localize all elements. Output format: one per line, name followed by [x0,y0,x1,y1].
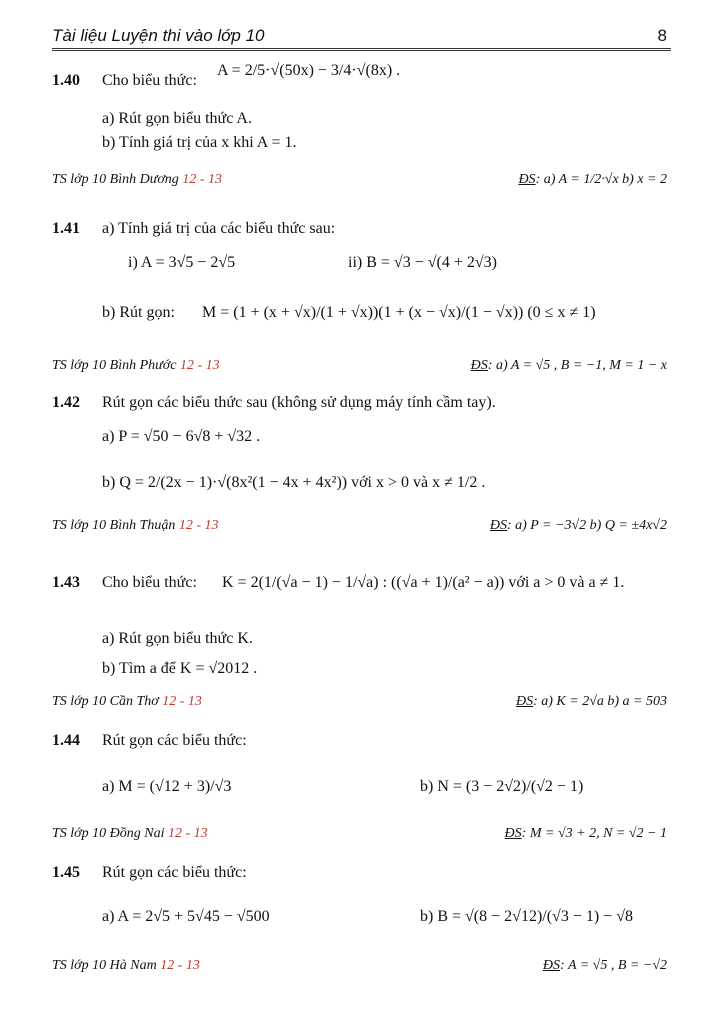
answer-line: ĐS: a) A = √5 , B = −1, M = 1 − x [470,358,667,373]
sub-ii: ii) B = √3 − √(4 + 2√3) [348,254,497,271]
problem-number: 1.44 [52,732,80,749]
source-line: TS lớp 10 Bình Thuận 12 - 13 [52,518,219,533]
part-a: a) Rút gọn biểu thức A. [102,110,252,127]
problem-number: 1.40 [52,72,80,89]
formula-a: A = 2/5·√(50x) − 3/4·√(8x) . [217,62,401,79]
formula-m: M = (1 + (x + √x)/(1 + √x))(1 + (x − √x)/(1 − √x)) (0 ≤ x ≠ 1) [202,304,596,321]
part-b: b) Tìm a để K = √2012 . [102,660,258,677]
answer-line: ĐS: a) A = 1/2·√x b) x = 2 [518,172,667,187]
part-a: a) Rút gọn biểu thức K. [102,630,253,647]
answer-line: ĐS: a) K = 2√a b) a = 503 [515,694,667,709]
part-b: b) Tính giá trị của x khi A = 1. [102,134,297,151]
problem-number: 1.42 [52,394,80,411]
problem-number: 1.43 [52,574,80,591]
problem-intro: Cho biểu thức: [102,574,197,591]
answer-line: ĐS: a) P = −3√2 b) Q = ±4x√2 [489,518,667,533]
answer-line: ĐS: M = √3 + 2, N = √2 − 1 [504,826,667,841]
header-title: Tài liệu Luyện thi vào lớp 10 [52,26,265,45]
problem-intro: a) Tính giá trị của các biểu thức sau: [102,220,336,237]
formula-k: K = 2(1/(√a − 1) − 1/√a) : ((√a + 1)/(a² − a)) với a > 0 và a ≠ 1. [222,574,625,591]
part-a: a) A = 2√5 + 5√45 − √500 [102,908,270,925]
part-b: b) Q = 2/(2x − 1)·√(8x²(1 − 4x + 4x²)) với x > 0 và x ≠ 1/2 . [102,474,486,491]
answer-line: ĐS: A = √5 , B = −√2 [542,958,667,973]
part-a: a) M = (√12 + 3)/√3 [102,778,232,795]
source-line: TS lớp 10 Bình Phước 12 - 13 [52,358,220,373]
part-b: b) N = (3 − 2√2)/(√2 − 1) [420,778,584,795]
source-line: TS lớp 10 Đồng Nai 12 - 13 [52,826,208,841]
problem-number: 1.45 [52,864,80,881]
problem-number: 1.41 [52,220,80,237]
source-line: TS lớp 10 Cần Thơ 12 - 13 [52,694,202,709]
problem-intro: Rút gọn các biểu thức: [102,732,247,749]
part-a: a) P = √50 − 6√8 + √32 . [102,428,261,445]
part-b-label: b) Rút gọn: [102,304,175,321]
problem-intro: Rút gọn các biểu thức: [102,864,247,881]
problem-intro: Cho biểu thức: [102,72,197,89]
problem-intro: Rút gọn các biểu thức sau (không sử dụng máy tính cầm tay). [102,394,496,411]
source-line: TS lớp 10 Bình Dương 12 - 13 [52,172,222,187]
page-header [52,24,671,51]
part-b: b) B = √(8 − 2√12)/(√3 − 1) − √8 [420,908,633,925]
source-line: TS lớp 10 Hà Nam 12 - 13 [52,958,200,973]
sub-i: i) A = 3√5 − 2√5 [128,254,236,271]
page-number: 8 [657,26,667,45]
